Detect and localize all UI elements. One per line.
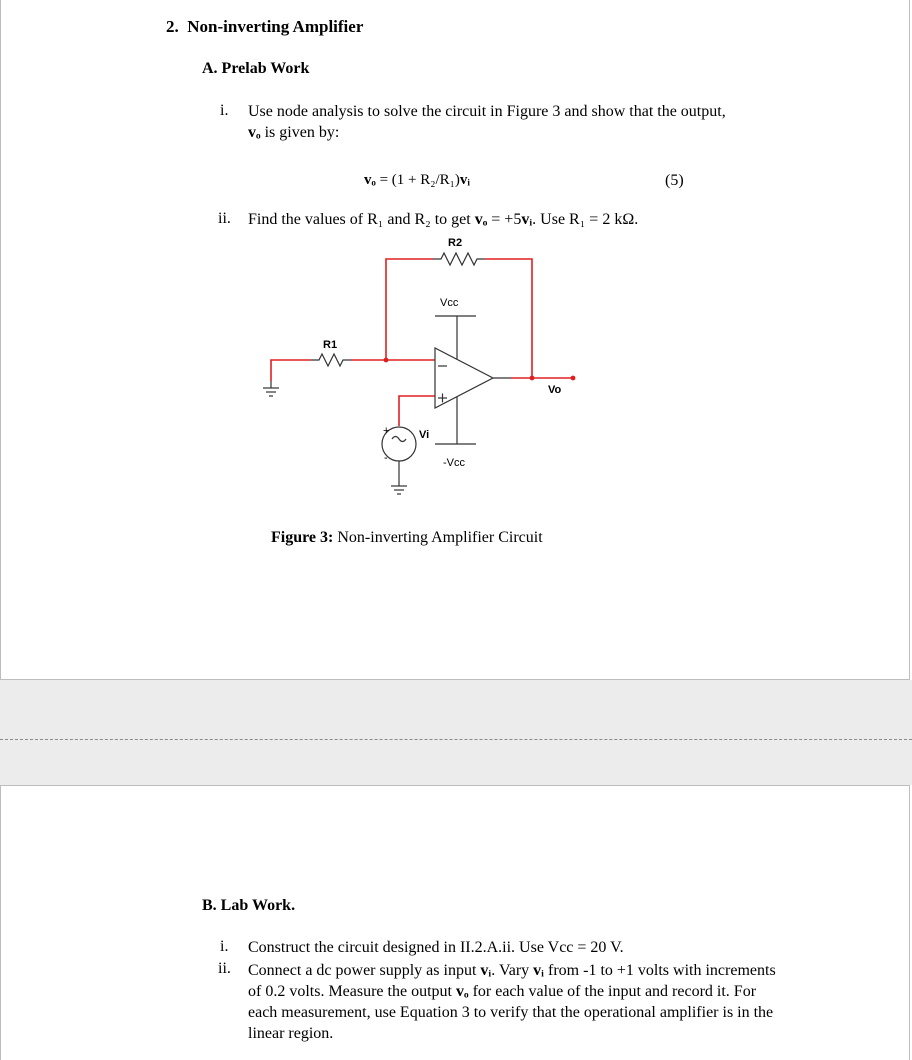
section-number: 2. xyxy=(166,17,179,36)
prelab-item1-line1: Use node analysis to solve the circuit in Figure 3 and show that the output, xyxy=(248,103,726,120)
labwork-item1-text: Construct the circuit designed in II.2.A.ii. Use Vcc = 20 V. xyxy=(248,939,624,956)
labwork-heading: B. Lab Work. xyxy=(202,897,296,914)
prelab-item1-marker: i. xyxy=(220,102,229,119)
prelab-heading: A. Prelab Work xyxy=(202,60,310,77)
section-title: Non-inverting Amplifier xyxy=(187,17,364,36)
labwork-item2-marker: ii. xyxy=(218,960,231,977)
labwork-item2-text xyxy=(248,960,788,1044)
page-break-line xyxy=(0,739,912,740)
labwork-item2-part3: from -1 to +1 volts with increments of 0.2 volts. Measure the output xyxy=(248,962,776,1000)
vi-label: Vi xyxy=(419,429,430,441)
labwork-item2-part1: Connect a dc power supply as input xyxy=(248,962,481,979)
equation-rhs: vᵢ xyxy=(459,172,471,188)
source-minus-label: - xyxy=(384,452,388,464)
vo-label: Vo xyxy=(548,384,562,396)
vi-symbol: vᵢ xyxy=(521,211,533,228)
prelab-item2-part1: Find the values of R₁ and R₂ to get xyxy=(248,211,475,228)
vo-symbol: vₒ xyxy=(455,983,469,1000)
output-terminal xyxy=(571,376,576,381)
r1-label: R1 xyxy=(323,339,338,351)
labwork-item2-part2: . Vary xyxy=(491,962,534,979)
neg-vcc-label: -Vcc xyxy=(443,457,465,469)
document-page-2 xyxy=(0,785,910,1060)
r1-resistor xyxy=(311,354,351,366)
junction-inverting xyxy=(384,358,389,363)
vo-symbol: vₒ xyxy=(248,124,261,141)
labwork-item2-part4: for each value of the input and record it. For each measurement, use Equation 3 to verify that the operational amplifier is in the linear region. xyxy=(248,983,774,1042)
vi-symbol: vᵢ xyxy=(480,962,492,979)
prelab-item2-part2: = +5 xyxy=(487,211,522,228)
junction-output xyxy=(530,376,535,381)
vcc-label: Vcc xyxy=(440,297,459,309)
figure-caption-label: Figure 3: xyxy=(271,529,334,546)
feedback-wire-left xyxy=(386,259,433,360)
prelab-item2-marker: ii. xyxy=(218,210,231,227)
vi-source-tilde xyxy=(392,437,406,442)
labwork-item1-marker: i. xyxy=(220,938,229,955)
r1-left-wire xyxy=(271,360,311,381)
prelab-item1-line2-text: is given by: xyxy=(260,124,340,141)
figure-caption xyxy=(271,528,543,547)
equation-lhs: vₒ xyxy=(364,172,376,188)
vo-symbol: vₒ xyxy=(474,211,488,228)
red-wires xyxy=(271,259,573,426)
prelab-item2-part3: . Use R₁ = 2 kΩ. xyxy=(532,211,639,228)
feedback-wire-right xyxy=(485,259,532,378)
figure-caption-text: Non-inverting Amplifier Circuit xyxy=(333,529,543,546)
vi-wire xyxy=(399,396,435,426)
source-plus-label: + xyxy=(383,425,390,437)
vi-symbol: vᵢ xyxy=(533,962,545,979)
r2-resistor xyxy=(433,253,485,265)
circuit-diagram xyxy=(1,0,911,680)
equation-middle: = (1 + R₂/R₁) xyxy=(375,172,460,188)
page-gap xyxy=(0,680,912,785)
opamp-triangle xyxy=(435,348,493,408)
equation-number: (5) xyxy=(665,172,684,189)
r2-label: R2 xyxy=(448,237,463,249)
